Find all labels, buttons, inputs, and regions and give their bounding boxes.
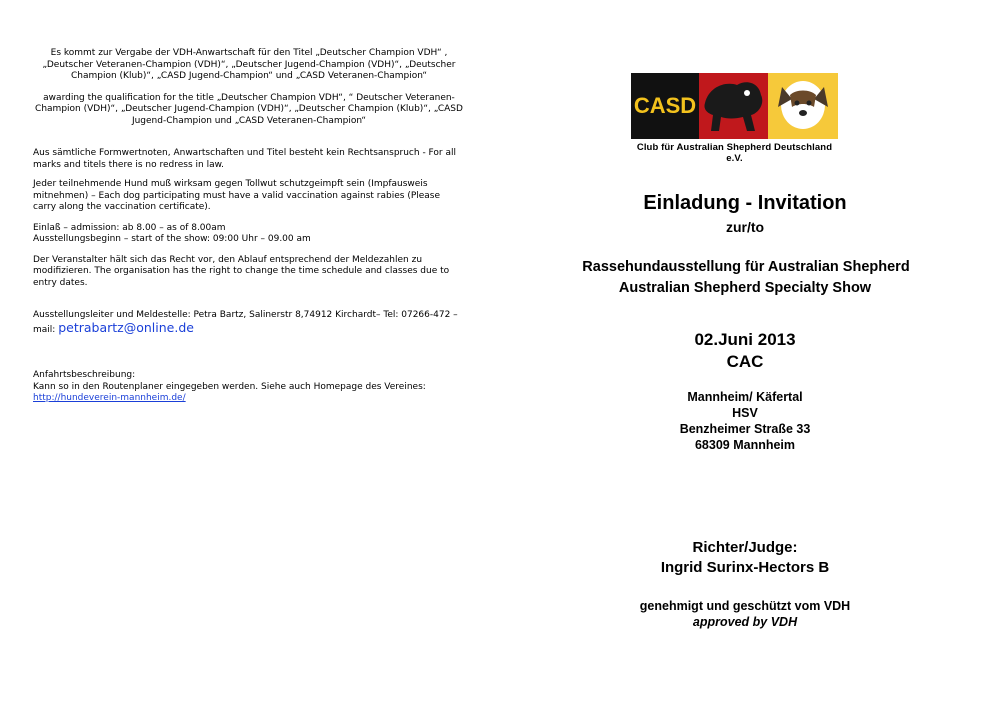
casd-logo bbox=[631, 73, 838, 164]
club-name: Club für Australian Shepherd Deutschland e.V. bbox=[636, 142, 833, 164]
show-date: 02.Juni 2013 bbox=[694, 330, 796, 349]
vdh-approval-de: genehmigt und geschützt vom VDH bbox=[639, 599, 851, 613]
directions-text: Kann so in den Routenplaner eingegeben werden. Siehe auch Homepage des Vereines: bbox=[33, 381, 426, 392]
vdh-approval-en: approved by VDH bbox=[692, 615, 798, 629]
dog-portrait-icon bbox=[768, 73, 838, 139]
directions-title: Anfahrtsbeschreibung: bbox=[33, 370, 136, 380]
show-start-time: Ausstellungsbeginn – start of the show: 09:00 Uhr – 09.00 am bbox=[33, 234, 311, 244]
logo-dog-red-panel bbox=[699, 73, 768, 139]
judge-label: Richter/Judge: bbox=[692, 539, 798, 556]
venue-club: HSV bbox=[732, 406, 758, 420]
admission-time: Einlaß – admission: ab 8.00 – as of 8.00am bbox=[33, 222, 226, 233]
vdh-title-text-en: awarding the qualification for the title „Deutscher Champion VDH“, “ Deutscher Veteranen-Champion (VDH)“, „Deutscher Jugend-Champion (VDH)“, „Deutscher Champion (Klub)“, „CASD Jugend-Champion und „CASD Veteranen-Champion“ bbox=[35, 92, 463, 126]
judge-name: Ingrid Surinx-Hectors B bbox=[660, 559, 830, 576]
logo-casd-panel: CASD bbox=[631, 73, 699, 139]
logo-banner bbox=[631, 73, 838, 139]
invitation-title: Einladung - Invitation bbox=[643, 192, 847, 214]
cac-label: CAC bbox=[726, 352, 764, 371]
homepage-link[interactable]: http://hundeverein-mannheim.de/ bbox=[33, 393, 186, 403]
schedule-notice: Der Veranstalter hält sich das Recht vor, den Ablauf entsprechend der Meldezahlen zu modifizieren. The organisation has the right to change the time schedule and classes due to entry dates. bbox=[33, 254, 450, 288]
dog-silhouette-icon bbox=[699, 73, 768, 139]
venue-street: Benzheimer Straße 33 bbox=[679, 422, 811, 436]
logo-dog-yellow-panel bbox=[768, 73, 838, 139]
email-link[interactable]: petrabartz@online.de bbox=[58, 319, 194, 335]
show-name-de: Rassehundausstellung für Australian Shepherd bbox=[582, 259, 910, 275]
invitation-subtitle: zur/to bbox=[725, 219, 765, 235]
mail-label: mail: bbox=[33, 324, 56, 335]
rabies-notice: Jeder teilnehmende Hund muß wirksam gegen Tollwut schutzgeimpft sein (Impfausweis mitnehmen) – Each dog participating must have a valid vaccination against rabies (Please carry along the vaccination certificate). bbox=[33, 179, 441, 212]
contact-info: Ausstellungsleiter und Meldestelle: Petra Bartz, Salinerstr 8,74912 Kirchardt– Tel: 07266-472 – bbox=[33, 310, 458, 320]
rights-notice: Aus sämtliche Formwertnoten, Anwartschaften und Titel besteht kein Rechtsanspruch - For all marks and titels there is no redress in law. bbox=[33, 148, 456, 170]
show-name-en: Australian Shepherd Specialty Show bbox=[618, 280, 872, 296]
venue-city: Mannheim/ Käfertal bbox=[687, 390, 803, 404]
venue-zip: 68309 Mannheim bbox=[694, 438, 796, 452]
mail-line bbox=[33, 319, 465, 337]
left-column bbox=[33, 48, 465, 405]
vdh-title-text-de: Es kommt zur Vergabe der VDH-Anwartschaft für den Titel „Deutscher Champion VDH“ , „Deutscher Veteranen-Champion (VDH)“, „Deutscher Jugend-Champion (VDH)“, „Deutscher Champion (Klub)“, „CASD Jugend-Champion“ und „CASD Veteranen-Champion“ bbox=[42, 48, 456, 81]
